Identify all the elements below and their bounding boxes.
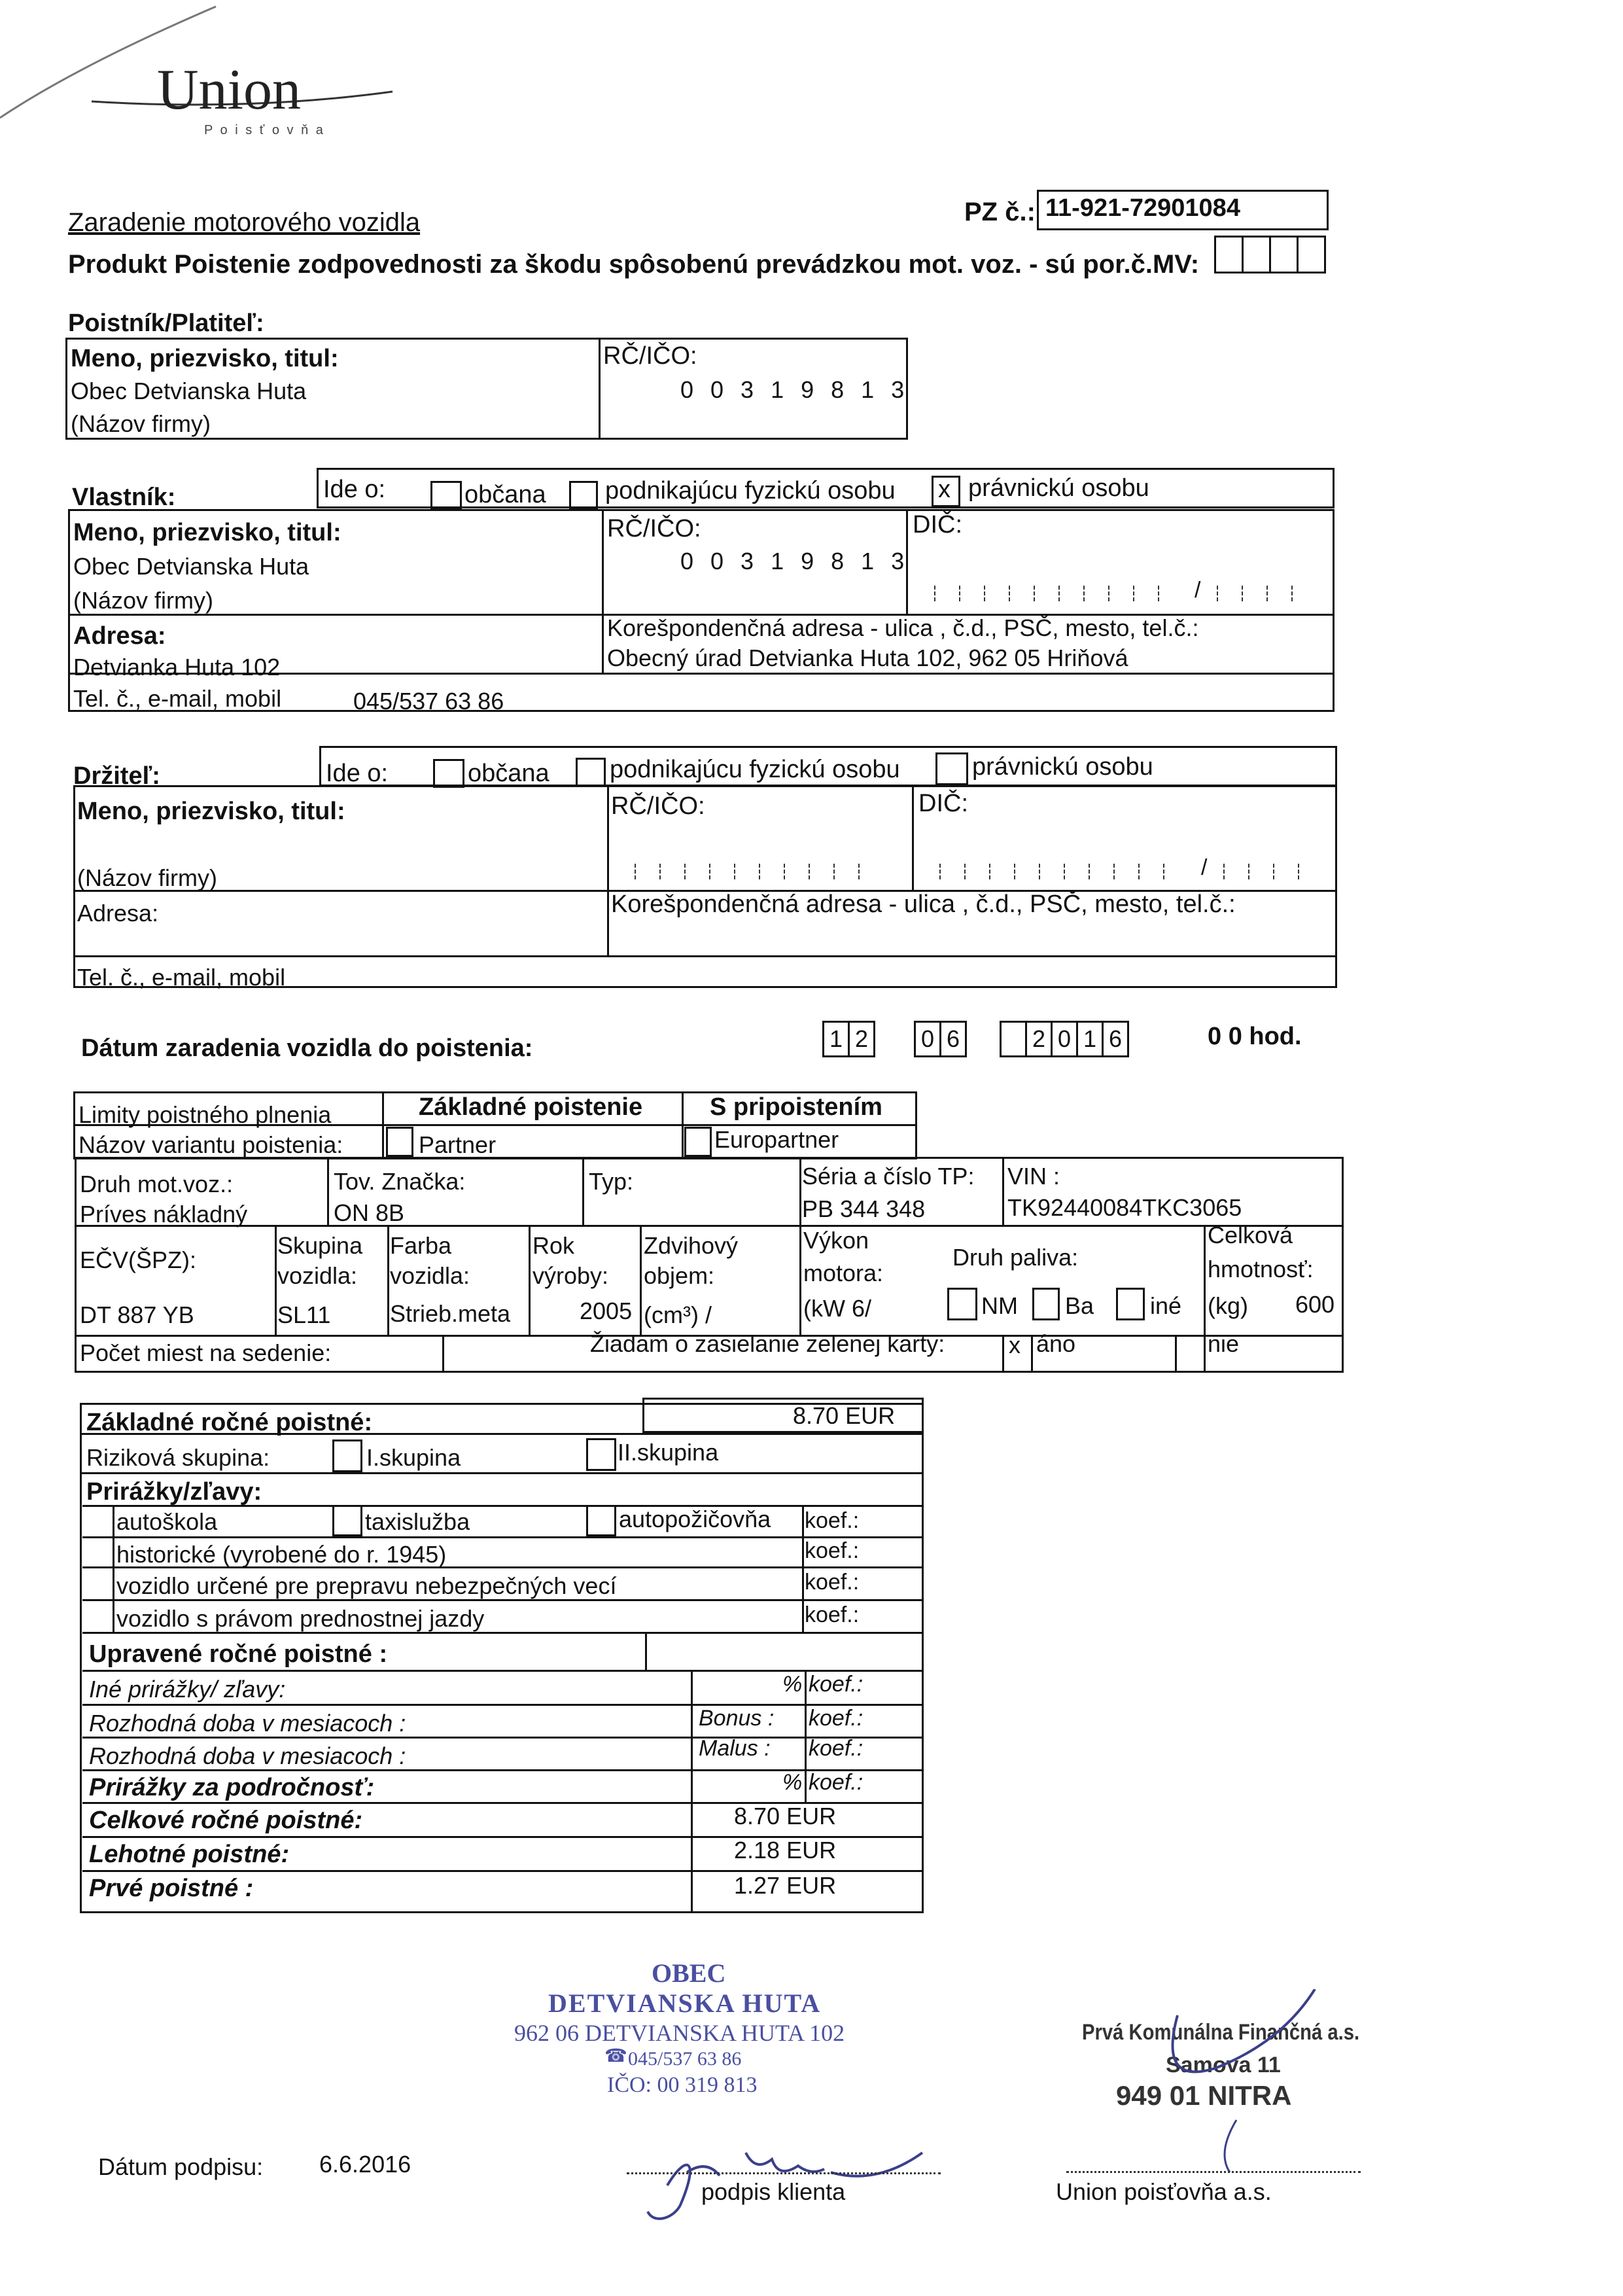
koef-prednostne: koef.: xyxy=(805,1602,860,1627)
vin-label: VIN : xyxy=(1007,1163,1060,1190)
zelena-ano-label: áno xyxy=(1036,1330,1076,1357)
seria-value[interactable]: PB 344 348 xyxy=(802,1195,926,1222)
drzitel-opt-obcan: občana xyxy=(468,760,550,787)
partner-label: Partner xyxy=(419,1131,497,1158)
palivo-ine-label: iné xyxy=(1150,1292,1182,1319)
vlastnik-addr-label: Adresa: xyxy=(73,622,166,650)
vlastnik-firm-label: (Názov firmy) xyxy=(73,587,213,614)
tov-znacka-value[interactable]: ON 8B xyxy=(334,1199,405,1226)
zakladne-rocne-label: Základné ročné poistné: xyxy=(86,1409,373,1436)
datum-hod: 0 0 hod. xyxy=(1208,1023,1302,1050)
typ-label: Typ: xyxy=(589,1168,634,1195)
rok-label-2: výroby: xyxy=(532,1262,609,1289)
drzitel-section-title: Držiteľ: xyxy=(73,762,160,790)
drzitel-checkbox-obcan[interactable] xyxy=(433,759,464,788)
drzitel-rc-label: RČ/IČO: xyxy=(611,792,705,820)
palivo-nm-checkbox[interactable] xyxy=(947,1288,977,1320)
drzitel-ide-o: Ide o: xyxy=(326,760,389,787)
koef-podrocnost: koef.: xyxy=(809,1770,864,1795)
s-pripoistenim-header: S pripoistením xyxy=(710,1093,882,1121)
ine-prirazky-label: Iné prirážky/ zľavy: xyxy=(89,1676,286,1703)
client-signature-line xyxy=(627,2172,941,2174)
vin-value[interactable]: TK92440084TKC3065 xyxy=(1007,1194,1242,1221)
tov-znacka-label: Tov. Značka: xyxy=(334,1168,466,1195)
zdvih-label-2: objem: xyxy=(644,1262,715,1289)
vlastnik-rc[interactable]: 0 0 3 1 9 8 1 3 xyxy=(680,548,910,574)
prve-value[interactable]: 1.27 EUR xyxy=(734,1872,837,1899)
union-signature-line xyxy=(1066,2171,1361,2173)
vlastnik-opt-obcan: občana xyxy=(464,481,546,508)
ecv-label: EČV(ŠPZ): xyxy=(80,1246,197,1273)
datum-zaradenia-label: Dátum zaradenia vozidla do poistenia: xyxy=(81,1034,533,1062)
celkove-label: Celkové ročné poistné: xyxy=(89,1807,363,1834)
europartner-label: Europartner xyxy=(714,1126,839,1153)
hmotnost-label-2: hmotnosť: xyxy=(1208,1256,1314,1282)
vlastnik-name-label: Meno, priezvisko, titul: xyxy=(73,519,341,546)
poistnik-name[interactable]: Obec Detvianska Huta xyxy=(71,378,307,404)
palivo-ba-label: Ba xyxy=(1065,1292,1094,1319)
autopozicovna-label: autopožičovňa xyxy=(619,1506,771,1532)
skupina2-checkbox[interactable] xyxy=(586,1438,616,1471)
lehotne-value[interactable]: 2.18 EUR xyxy=(734,1837,837,1863)
bonus-label: Bonus : xyxy=(699,1706,775,1731)
vykon-label-2: motora: xyxy=(803,1260,884,1286)
document-title: Zaradenie motorového vozidla xyxy=(68,208,421,237)
farba-value[interactable]: Strieb.meta xyxy=(390,1300,511,1327)
vykon-label: Výkon xyxy=(803,1227,869,1254)
upravene-label: Upravené ročné poistné : xyxy=(89,1640,388,1668)
podrocnost-label: Prirážky za področnosť: xyxy=(89,1774,375,1801)
zelena-karta-label: Žiadam o zasielanie zelenej karty: xyxy=(590,1330,945,1357)
rok-value[interactable]: 2005 xyxy=(580,1298,633,1324)
koef-bonus: koef.: xyxy=(809,1706,864,1731)
vykon-unit: (kW 6/ xyxy=(803,1295,871,1322)
product-line: Produkt Poistenie zodpovednosti za škodu spôsobenú prevádzkou mot. voz. - sú por.č.MV: xyxy=(68,250,1200,279)
vlastnik-tel[interactable]: 045/537 63 86 xyxy=(353,688,504,715)
drzitel-name-label: Meno, priezvisko, titul: xyxy=(77,798,345,825)
vlastnik-corr-addr[interactable]: Obecný úrad Detvianka Huta 102, 962 05 Hriňová xyxy=(607,645,1128,671)
union-signature xyxy=(1119,1989,1348,2172)
drzitel-dic-label: DIČ: xyxy=(918,790,968,817)
poistnik-rc-label: RČ/IČO: xyxy=(603,342,697,370)
nebezpecne-label: vozidlo určené pre prepravu nebezpečných vecí xyxy=(116,1572,617,1599)
drzitel-checkbox-pravnicka[interactable] xyxy=(935,752,968,785)
zdvih-unit: (cm³) / xyxy=(644,1301,712,1328)
rizikova-skupina-label: Riziková skupina: xyxy=(86,1444,270,1471)
phone-icon: ☎ xyxy=(604,2046,627,2066)
skupina-label-2: vozidla: xyxy=(277,1262,358,1289)
pz-label: PZ č.: xyxy=(964,198,1036,226)
pct-podrocnost: % xyxy=(782,1770,803,1795)
koef-historicke: koef.: xyxy=(805,1538,860,1563)
datum-podpisu-value[interactable]: 6.6.2016 xyxy=(319,2151,411,2178)
zakladne-rocne-value[interactable]: 8.70 EUR xyxy=(793,1402,896,1429)
vlastnik-checkbox-podnikatel[interactable] xyxy=(569,481,598,510)
seria-label: Séria a číslo TP: xyxy=(802,1163,975,1190)
vlastnik-checkbox-obcan[interactable] xyxy=(430,481,462,510)
prednostne-label: vozidlo s právom prednostnej jazdy xyxy=(116,1605,485,1632)
vlastnik-rc-label: RČ/IČO: xyxy=(607,515,701,542)
logo-text: Union xyxy=(157,58,301,122)
koef-nebezpecne: koef.: xyxy=(805,1570,860,1595)
vlastnik-dic-label: DIČ: xyxy=(913,511,962,539)
skupina-label: Skupina xyxy=(277,1232,363,1259)
vlastnik-corr-label: Korešpondenčná adresa - ulica , č.d., PSČ, mesto, tel.č.: xyxy=(607,614,1199,641)
skupina1-label: I.skupina xyxy=(366,1444,461,1471)
hmotnost-label: Celková xyxy=(1208,1222,1293,1248)
rozhodna-doba-1: Rozhodná doba v mesiacoch : xyxy=(89,1710,406,1737)
taxisluzba-label: taxislužba xyxy=(365,1508,470,1535)
historicke-label: historické (vyrobené do r. 1945) xyxy=(116,1541,447,1568)
poistnik-name-label: Meno, priezvisko, titul: xyxy=(71,345,339,372)
palivo-label: Druh paliva: xyxy=(952,1244,1079,1271)
vlastnik-addr[interactable]: Detvianka Huta 102 xyxy=(73,654,281,680)
farba-label-2: vozidla: xyxy=(390,1262,470,1289)
limity-label: Limity poistného plnenia xyxy=(79,1101,332,1128)
palivo-ba-checkbox[interactable] xyxy=(1032,1288,1060,1320)
druh-value[interactable]: Príves nákladný xyxy=(80,1201,248,1227)
poistnik-rc[interactable]: 0 0 3 1 9 8 1 3 xyxy=(680,376,910,403)
drzitel-addr-label: Adresa: xyxy=(77,900,159,927)
skupina1-checkbox[interactable] xyxy=(332,1439,362,1472)
palivo-nm-label: NM xyxy=(981,1292,1018,1319)
skupina-value[interactable]: SL11 xyxy=(277,1301,331,1328)
drzitel-firm-label: (Názov firmy) xyxy=(77,864,217,891)
palivo-ine-checkbox[interactable] xyxy=(1116,1288,1145,1320)
koef-malus: koef.: xyxy=(809,1736,864,1761)
koef-autoskola: koef.: xyxy=(805,1508,860,1533)
autopozicovna-checkbox[interactable] xyxy=(586,1505,616,1536)
pct-ine: % xyxy=(782,1672,803,1697)
taxisluzba-checkbox[interactable] xyxy=(332,1505,362,1536)
pz-number: 11-921-72901084 xyxy=(1045,194,1240,222)
nazov-variantu-label: Názov variantu poistenia: xyxy=(79,1131,343,1158)
vlastnik-pravnicka-mark: x xyxy=(938,476,951,503)
vlastnik-name[interactable]: Obec Detvianska Huta xyxy=(73,553,309,580)
druh-label: Druh mot.voz.: xyxy=(80,1171,234,1197)
drzitel-opt-pravnicka: právnickú osobu xyxy=(972,753,1153,781)
koef-ine: koef.: xyxy=(809,1672,864,1697)
drzitel-tel-label: Tel. č., e-mail, mobil xyxy=(77,964,286,991)
prve-label: Prvé poistné : xyxy=(89,1875,254,1902)
europartner-checkbox[interactable] xyxy=(684,1127,712,1157)
rok-label: Rok xyxy=(532,1232,575,1259)
vlastnik-section-title: Vlastník: xyxy=(72,484,176,511)
podpis-klienta-label: podpis klienta xyxy=(701,2178,846,2205)
ecv-value[interactable]: DT 887 YB xyxy=(80,1301,194,1328)
vlastnik-opt-pravnicka: právnickú osobu xyxy=(968,474,1149,502)
partner-checkbox[interactable] xyxy=(386,1127,413,1157)
malus-label: Malus : xyxy=(699,1736,771,1761)
zelena-ano-mark[interactable]: x xyxy=(1009,1332,1021,1358)
zelena-nie-label: nie xyxy=(1208,1330,1240,1357)
lehotne-label: Lehotné poistné: xyxy=(89,1841,290,1868)
poistnik-section-title: Poistník/Platiteľ: xyxy=(68,309,264,337)
zdvih-label: Zdvihový xyxy=(644,1232,739,1259)
vlastnik-tel-label: Tel. č., e-mail, mobil xyxy=(73,685,282,712)
hmotnost-unit: (kg) xyxy=(1208,1292,1248,1319)
logo-subtitle: P o i s ť o v ň a xyxy=(204,123,325,137)
poistnik-firm-label: (Názov firmy) xyxy=(71,410,211,437)
datum-podpisu-label: Dátum podpisu: xyxy=(98,2153,264,2180)
prirazky-label: Prirážky/zľavy: xyxy=(86,1478,262,1506)
drzitel-opt-podnikatel: podnikajúcu fyzickú osobu xyxy=(610,756,900,783)
pocet-miest-label: Počet miest na sedenie: xyxy=(80,1339,332,1366)
celkove-value[interactable]: 8.70 EUR xyxy=(734,1803,837,1829)
farba-label: Farba xyxy=(390,1232,452,1259)
hmotnost-value[interactable]: 600 xyxy=(1295,1291,1335,1318)
skupina2-label: II.skupina xyxy=(618,1439,719,1466)
autoskola-label: autoškola xyxy=(116,1508,218,1535)
vlastnik-ide-o: Ide o: xyxy=(323,476,386,503)
union-label: Union poisťovňa a.s. xyxy=(1056,2178,1272,2205)
drzitel-checkbox-podnikatel[interactable] xyxy=(576,758,606,786)
drzitel-corr-label: Korešpondenčná adresa - ulica , č.d., PSČ, mesto, tel.č.: xyxy=(611,891,1236,918)
zakladne-poistenie-header: Základné poistenie xyxy=(419,1093,643,1121)
vlastnik-opt-podnikatel: podnikajúcu fyzickú osobu xyxy=(605,477,896,504)
rozhodna-doba-2: Rozhodná doba v mesiacoch : xyxy=(89,1742,406,1769)
